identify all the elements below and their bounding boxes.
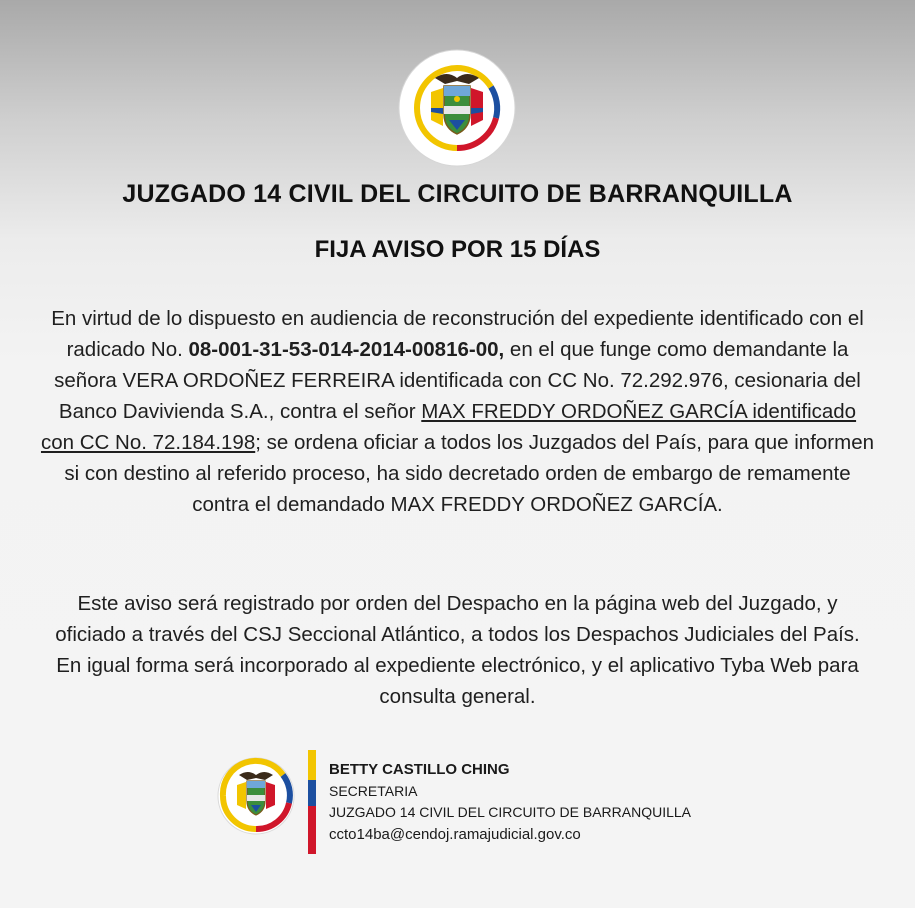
signature-color-bar [308, 750, 316, 854]
signature-coat-of-arms-icon [215, 755, 297, 837]
signer-role: SECRETARIA [329, 782, 418, 799]
paragraph-text: en el que funge como demandante la señora VERA ORDOÑEZ FERREIRA identificada con CC No. 72.292.976, cesionaria del Banco Davivienda S.A., contra el señor [54, 338, 861, 423]
defendant-identification: MAX FREDDY ORDOÑEZ GARCÍA identificado con CC No. 72.184.198 [40, 400, 857, 454]
signer-court: JUZGADO 14 CIVIL DEL CIRCUITO DE BARRANQUILLA [329, 804, 692, 820]
paragraph-text: ; se ordena oficiar a todos los Juzgados del País, para que informen si con destino al referido proceso, ha sido decretado orden de embargo de remamente contra el demandado MAX FREDDY ORDOÑEZ GARCÍA. [64, 431, 875, 516]
coat-of-arms-icon [397, 48, 517, 168]
signer-name: BETTY CASTILLO CHING [329, 761, 510, 778]
notice-title: FIJA AVISO POR 15 DÍAS [314, 236, 601, 263]
signature-block [329, 759, 691, 845]
paragraph-text: En virtud de lo dispuesto en audiencia de reconstrución del expediente identificado con el radicado No. [51, 307, 864, 361]
court-title: JUZGADO 14 CIVIL DEL CIRCUITO DE BARRANQUILLA [122, 180, 793, 208]
notice-paragraph-2: Este aviso será registrado por orden del Despacho en la página web del Juzgado, y oficiado a través del CSJ Seccional Atlántico, a todos los Despachos Judiciales del País. En igual forma será incorporado al expediente electrónico, y el aplicativo Tyba Web para consulta general. [55, 592, 860, 708]
radicado-number: 08-001-31-53-014-2014-00816-00, [188, 338, 505, 361]
notice-paragraph-1 [40, 303, 875, 520]
signer-email: ccto14ba@cendoj.ramajudicial.gov.co [329, 825, 581, 843]
